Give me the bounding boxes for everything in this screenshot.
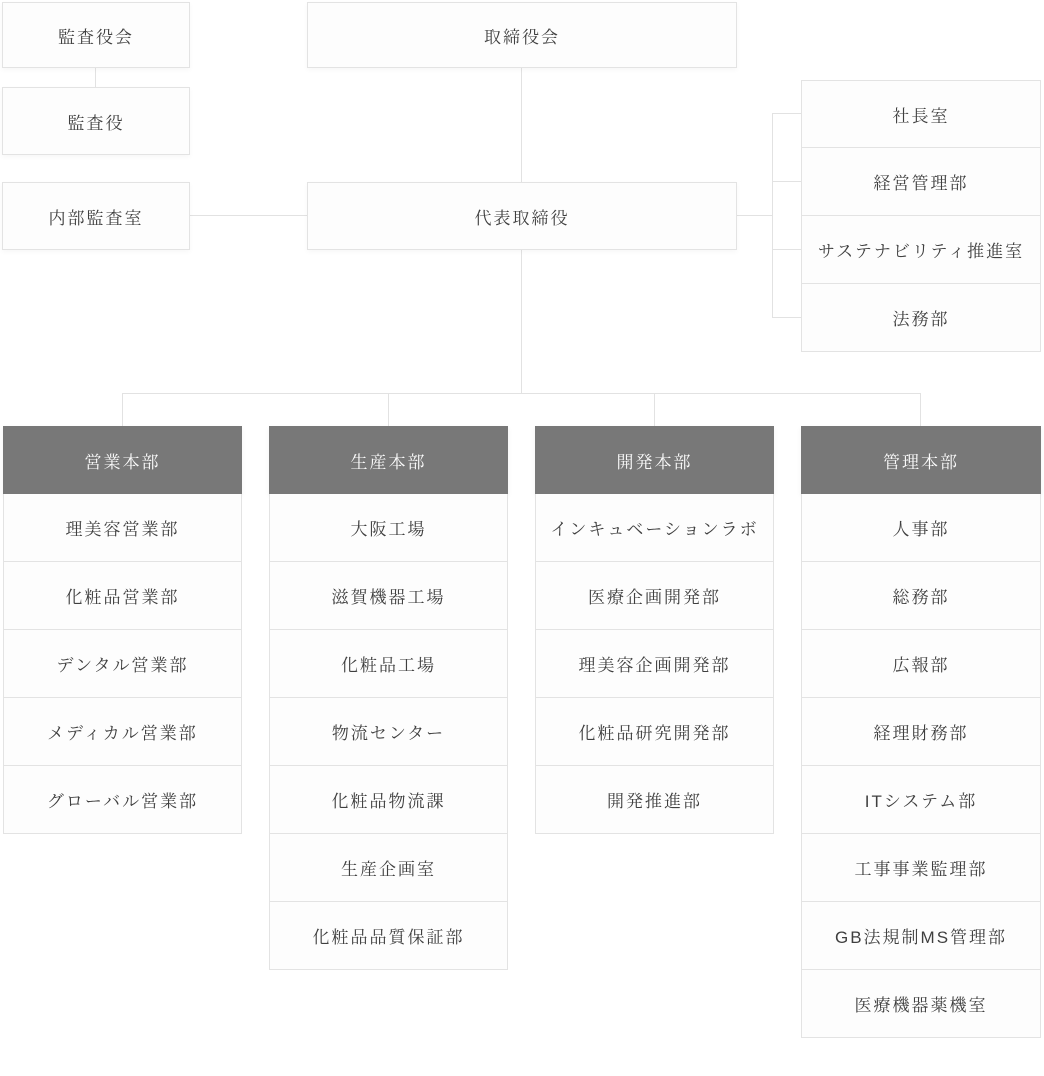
connector-drop-development [654, 393, 655, 426]
department-box: 化粧品営業部 [3, 562, 242, 630]
connector-drop-sales [122, 393, 123, 426]
org-box-internal-audit-office: 内部監査室 [2, 182, 190, 250]
org-box-presidents-office: 社長室 [801, 80, 1041, 148]
department-box: 人事部 [801, 494, 1041, 562]
department-box: ITシステム部 [801, 766, 1041, 834]
department-box: デンタル営業部 [3, 630, 242, 698]
division-column-sales [3, 426, 242, 834]
division-column-production [269, 426, 508, 970]
department-box: 広報部 [801, 630, 1041, 698]
department-box: 化粧品工場 [269, 630, 508, 698]
org-box-board-of-directors: 取締役会 [307, 2, 737, 68]
division-header-production: 生産本部 [269, 426, 508, 494]
division-header-sales: 営業本部 [3, 426, 242, 494]
org-box-representative-director: 代表取締役 [307, 182, 737, 250]
connector-internalaudit-representative [190, 215, 307, 216]
connector-representative-staff-trunk [737, 215, 772, 216]
department-box: 開発推進部 [535, 766, 774, 834]
division-header-admin: 管理本部 [801, 426, 1041, 494]
department-box: 医療機器薬機室 [801, 970, 1041, 1038]
staff-office-column [801, 80, 1041, 352]
department-box: GB法規制MS管理部 [801, 902, 1041, 970]
department-box: 経理財務部 [801, 698, 1041, 766]
department-box: インキュベーションラボ [535, 494, 774, 562]
department-box: 大阪工場 [269, 494, 508, 562]
connector-staff-branch-2 [772, 181, 801, 182]
org-box-management-admin-dept: 経営管理部 [801, 148, 1041, 216]
department-box: メディカル営業部 [3, 698, 242, 766]
connector-staff-branch-4 [772, 317, 801, 318]
org-box-audit-board: 監査役会 [2, 2, 190, 68]
department-box: 総務部 [801, 562, 1041, 630]
department-box: グローバル営業部 [3, 766, 242, 834]
connector-staff-branch-1 [772, 113, 801, 114]
org-box-legal-dept: 法務部 [801, 284, 1041, 352]
connector-board-representative [521, 68, 522, 182]
division-header-development: 開発本部 [535, 426, 774, 494]
division-column-admin [801, 426, 1041, 1038]
connector-drop-admin [920, 393, 921, 426]
department-box: 医療企画開発部 [535, 562, 774, 630]
connector-staff-branch-3 [772, 249, 801, 250]
org-box-auditor: 監査役 [2, 87, 190, 155]
department-box: 理美容企画開発部 [535, 630, 774, 698]
department-box: 化粧品研究開発部 [535, 698, 774, 766]
org-box-sustainability-office: サステナビリティ推進室 [801, 216, 1041, 284]
division-column-development [535, 426, 774, 834]
connector-divisions-bus [122, 393, 921, 394]
department-box: 生産企画室 [269, 834, 508, 902]
connector-auditboard-auditor [95, 68, 96, 87]
department-box: 工事事業監理部 [801, 834, 1041, 902]
connector-representative-divisions-riser [521, 250, 522, 393]
connector-drop-production [388, 393, 389, 426]
department-box: 物流センター [269, 698, 508, 766]
department-box: 化粧品品質保証部 [269, 902, 508, 970]
department-box: 理美容営業部 [3, 494, 242, 562]
connector-staff-trunk [772, 113, 773, 318]
department-box: 滋賀機器工場 [269, 562, 508, 630]
department-box: 化粧品物流課 [269, 766, 508, 834]
